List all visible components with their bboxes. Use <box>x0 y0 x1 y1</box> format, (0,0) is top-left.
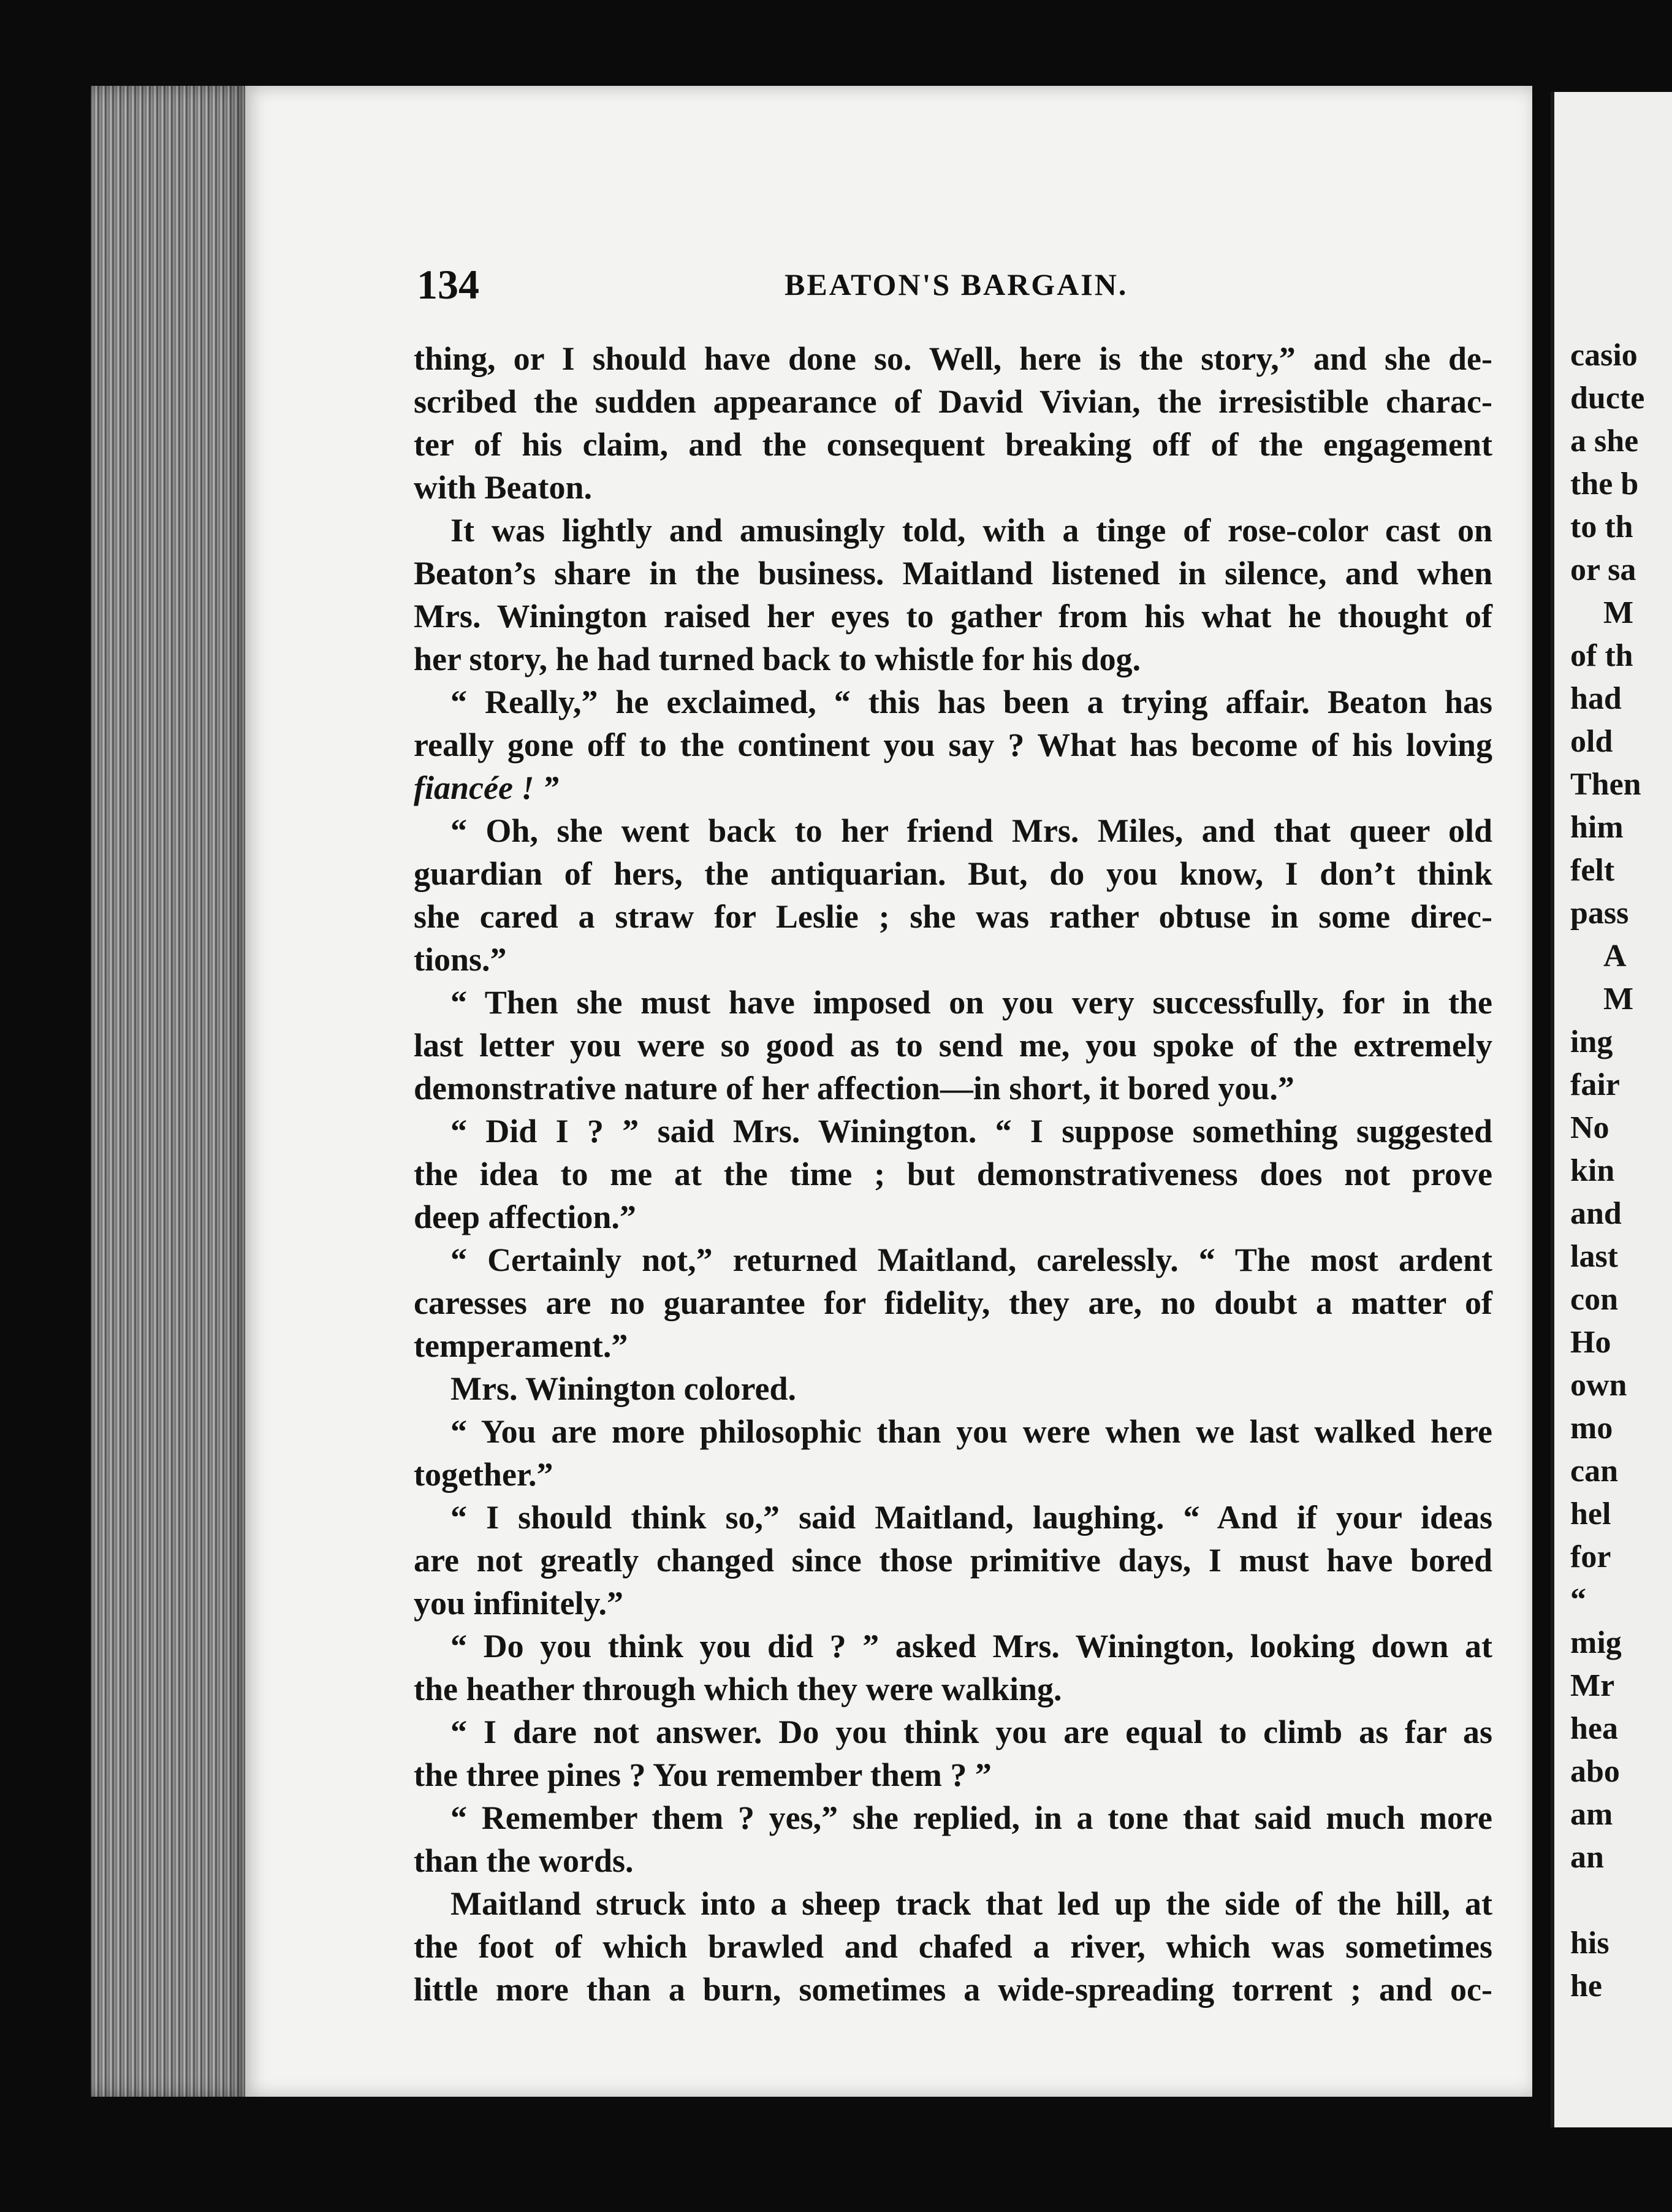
facing-page-fragment: his <box>1570 1926 1609 1961</box>
text-line: demonstrative nature of her affection—in short, it bored you.” <box>414 1070 1294 1107</box>
text-line: she cared a straw for Leslie ; she was rather obtuse in some direc- <box>414 898 1492 935</box>
facing-page-fragment: hel <box>1570 1497 1611 1531</box>
text-line: temperament.” <box>414 1327 628 1364</box>
facing-page <box>1551 92 1672 2127</box>
text-line: “ Oh, she went back to her friend Mrs. Miles, and that queer old <box>450 812 1492 849</box>
facing-page-fragment: pass <box>1570 896 1629 931</box>
text-line: guardian of hers, the antiquarian. But, do you know, I don’t think <box>414 855 1492 892</box>
facing-page-fragment: a she <box>1570 424 1639 459</box>
facing-page-fragment: can <box>1570 1454 1618 1489</box>
text-line: Beaton’s share in the business. Maitland listened in silence, and when <box>414 555 1492 592</box>
facing-page-fragment: ing <box>1570 1024 1613 1059</box>
text-line: scribed the sudden appearance of David Vivian, the irresistible charac- <box>414 383 1492 420</box>
facing-page-fragment: or sa <box>1570 552 1636 587</box>
text-line: are not greatly changed since those primitive days, I must have bored <box>414 1542 1492 1579</box>
facing-page-fragment: mig <box>1570 1625 1622 1660</box>
facing-page-fragment: Mr <box>1570 1668 1615 1703</box>
text-line: “ You are more philosophic than you were when we last walked here <box>450 1413 1492 1450</box>
text-line: the three pines ? You remember them ? ” <box>414 1756 992 1793</box>
book-page-edges <box>91 86 250 2097</box>
text-line: you infinitely.” <box>414 1585 624 1622</box>
facing-page-fragment: mo <box>1570 1411 1613 1446</box>
facing-page-fragment: to th <box>1570 509 1633 544</box>
facing-page-fragment: Ho <box>1570 1325 1611 1360</box>
facing-page-fragment: own <box>1570 1368 1627 1403</box>
text-line: “ I should think so,” said Maitland, laughing. “ And if your ideas <box>450 1499 1492 1536</box>
text-line: It was lightly and amusingly told, with a tinge of rose-color cast on <box>450 512 1492 549</box>
text-line: thing, or I should have done so. Well, here is the story,” and she de- <box>414 340 1492 377</box>
text-line: tions.” <box>414 941 507 978</box>
facing-page-fragment: felt <box>1570 853 1615 888</box>
text-line: Mrs. Winington colored. <box>450 1370 797 1407</box>
book-page <box>245 86 1532 2097</box>
facing-page-fragment: hea <box>1570 1711 1618 1746</box>
facing-page-fragment: him <box>1570 810 1624 845</box>
facing-page-fragment: am <box>1570 1797 1613 1832</box>
facing-page-fragment: an <box>1570 1840 1604 1875</box>
text-line: the heather through which they were walking. <box>414 1671 1062 1707</box>
text-line: Mrs. Winington raised her eyes to gather from his what he thought of <box>414 598 1492 635</box>
facing-page-fragment: con <box>1570 1282 1618 1317</box>
facing-page-fragment: he <box>1570 1969 1602 2004</box>
facing-page-fragment: A <box>1603 939 1627 974</box>
text-line: “ I dare not answer. Do you think you are equal to climb as far as <box>450 1714 1492 1750</box>
facing-page-fragment: for <box>1570 1539 1611 1574</box>
text-line: really gone off to the continent you say ? What has become of his loving <box>414 727 1492 763</box>
facing-page-fragment: of th <box>1570 638 1633 673</box>
facing-page-fragment: Then <box>1570 767 1641 802</box>
facing-page-fragment: the b <box>1570 467 1639 502</box>
facing-page-fragment: last <box>1570 1239 1618 1274</box>
text-line: than the words. <box>414 1842 634 1879</box>
text-line: “ Really,” he exclaimed, “ this has been a trying affair. Beaton has <box>450 684 1492 720</box>
body-text <box>414 337 1492 2011</box>
text-line: her story, he had turned back to whistle for his dog. <box>414 641 1141 677</box>
running-title: BEATON'S BARGAIN. <box>785 267 1128 302</box>
page-number: 134 <box>417 261 479 308</box>
text-line: fiancée ! ” <box>414 769 559 806</box>
text-line: Maitland struck into a sheep track that led up the side of the hill, at <box>450 1885 1492 1922</box>
text-line: “ Certainly not,” returned Maitland, carelessly. “ The most ardent <box>450 1241 1492 1278</box>
facing-page-fragment: M <box>1603 595 1634 630</box>
facing-page-fragment: No <box>1570 1110 1609 1145</box>
facing-page-fragment: abo <box>1570 1754 1620 1789</box>
text-line: last letter you were so good as to send me, you spoke of the extremely <box>414 1027 1492 1064</box>
text-line: the foot of which brawled and chafed a river, which was sometimes <box>414 1928 1492 1965</box>
facing-page-fragment: “ <box>1570 1582 1586 1617</box>
facing-page-fragment: fair <box>1570 1067 1620 1102</box>
text-line: “ Remember them ? yes,” she replied, in a tone that said much more <box>450 1799 1492 1836</box>
text-line: “ Do you think you did ? ” asked Mrs. Winington, looking down at <box>450 1628 1492 1665</box>
text-line: caresses are no guarantee for fidelity, they are, no doubt a matter of <box>414 1284 1492 1321</box>
text-line: little more than a burn, sometimes a wide-spreading torrent ; and oc- <box>414 1971 1492 2008</box>
text-line: “ Did I ? ” said Mrs. Winington. “ I suppose something suggested <box>450 1113 1492 1150</box>
text-line: with Beaton. <box>414 469 593 506</box>
facing-page-fragment: M <box>1603 982 1634 1016</box>
text-line: deep affection.” <box>414 1199 636 1235</box>
facing-page-fragment: old <box>1570 724 1613 759</box>
text-line: “ Then she must have imposed on you very successfully, for in the <box>450 984 1492 1021</box>
facing-page-fragment: kin <box>1570 1153 1615 1188</box>
facing-page-fragment: had <box>1570 681 1622 716</box>
text-line: together.” <box>414 1456 553 1493</box>
text-line: ter of his claim, and the consequent breaking off of the engagement <box>414 426 1492 463</box>
text-line: the idea to me at the time ; but demonstrativeness does not prove <box>414 1156 1492 1192</box>
facing-page-fragment: casio <box>1570 338 1638 373</box>
facing-page-fragment: ducte <box>1570 381 1645 416</box>
facing-page-fragment: and <box>1570 1196 1622 1231</box>
